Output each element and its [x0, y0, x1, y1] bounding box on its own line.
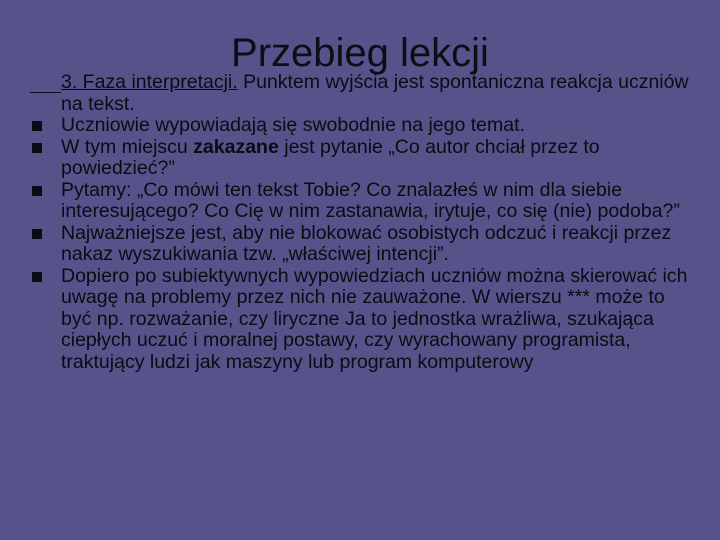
phase-text: Punktem wyjścia jest spontaniczna reakcja uczniów na tekst. — [61, 71, 689, 115]
list-item — [30, 180, 700, 223]
square-bullet-icon — [32, 272, 42, 282]
list-item — [30, 137, 700, 180]
square-bullet-icon — [32, 121, 42, 131]
square-bullet-icon — [32, 186, 42, 196]
list-item — [30, 115, 700, 137]
phase-heading: 3. Faza interpretacji. — [61, 71, 238, 93]
item-text: Dopiero po subiektywnych wypowiedziach uczniów można skierować ich uwagę na problemy przez nich nie zauważone. W wierszu *** może to być np. rozważanie, czy liryczne Ja to jednostka wrażliwa, szukająca ciepłych uczuć i moralnej postawy, czy wyrachowany programista, traktujący ludzi jak maszyny lub program komputerowy — [61, 264, 688, 373]
square-bullet-icon — [32, 143, 42, 153]
lead-line — [30, 92, 61, 93]
item-text-pre: W tym miejscu — [61, 135, 194, 158]
list-item — [30, 223, 700, 266]
item-text-bold: zakazane — [193, 135, 279, 158]
list-item — [30, 266, 700, 374]
square-bullet-icon — [32, 229, 42, 239]
slide-title: Przebieg lekcji — [231, 31, 489, 75]
item-text: Najważniejsze jest, aby nie blokować osobistych odczuć i reakcji przez nakaz wyszukiwania tzw. „właściwej intencji”. — [61, 221, 672, 265]
list-item — [30, 72, 700, 115]
item-text-post: jest pytanie „Co autor chciał przez to powiedzieć?” — [61, 135, 600, 179]
body-list — [30, 72, 700, 373]
item-text: Pytamy: „Co mówi ten tekst Tobie? Co znalazłeś w nim dla siebie interesującego? Co Cię w nim zastanawia, irytuje, co się (nie) podoba?” — [61, 178, 680, 222]
item-text: Uczniowie wypowiadają się swobodnie na jego temat. — [61, 114, 525, 136]
